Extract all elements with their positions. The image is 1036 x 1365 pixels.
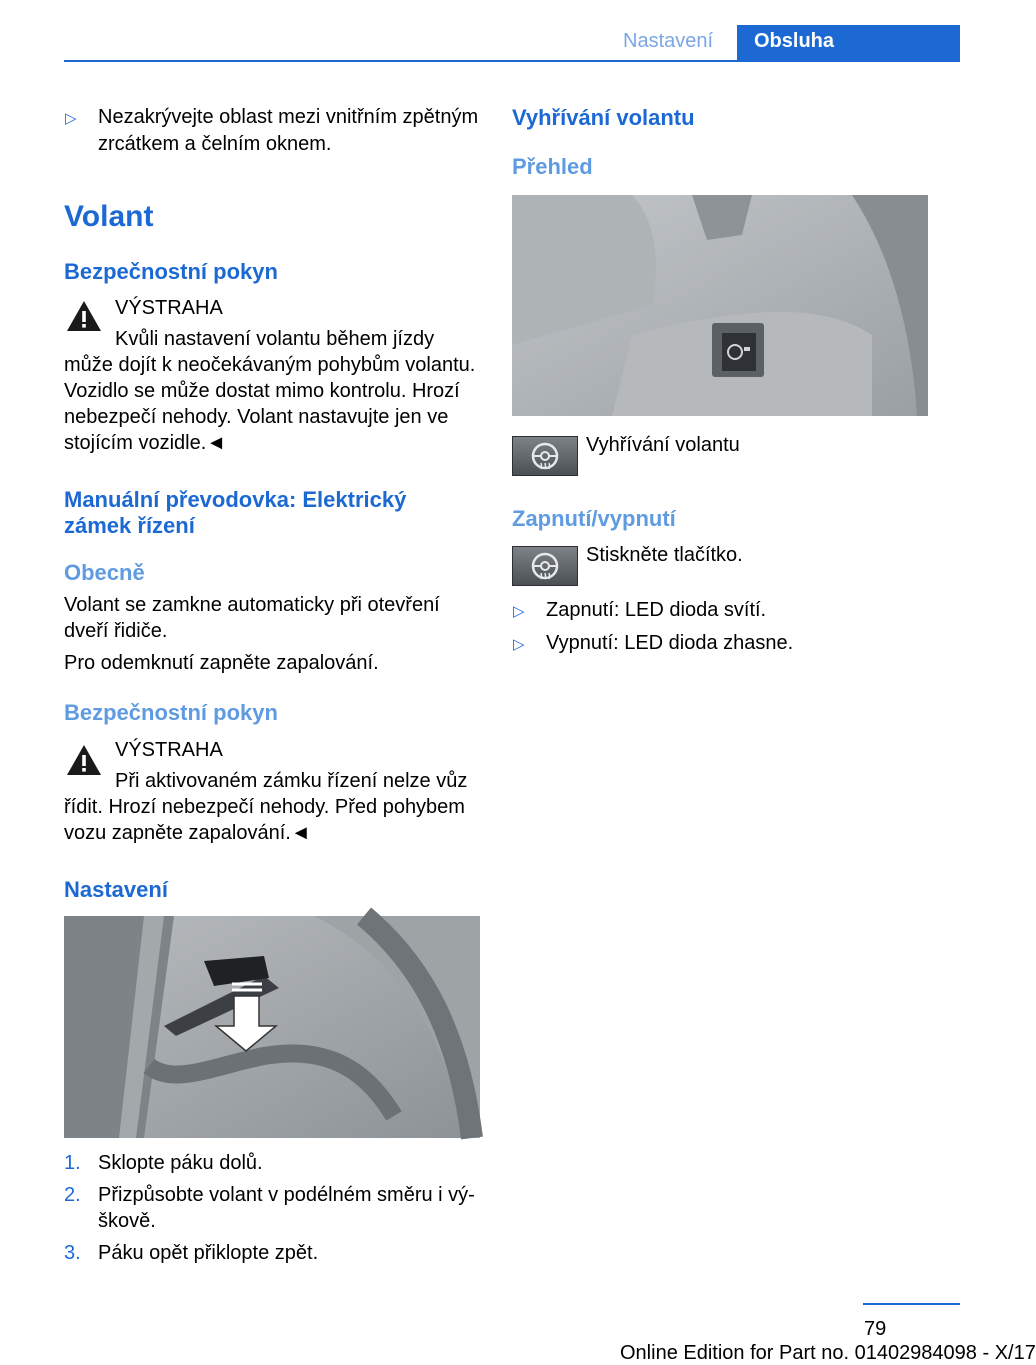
warning-text-line: Při aktivovaném zámku řízení nelze vůz (115, 770, 468, 792)
header-rule (64, 60, 960, 62)
bullet-icon: ▷ (65, 110, 77, 127)
steering-heating-button-icon (512, 546, 578, 586)
icon-caption: Vyhřívání volantu (586, 434, 740, 456)
bullet-text-cont: zrcátkem a čelním oknem. (98, 133, 332, 155)
warning-icon (64, 742, 104, 778)
warning-icon (64, 298, 104, 334)
overview-heading: Přehled (512, 154, 593, 179)
bullet-text: Vypnutí: LED dioda zhasne. (546, 632, 794, 654)
bullet-text: Nezakrývejte oblast mezi vnitřním zpětným (98, 106, 479, 128)
adjust-heading: Nastavení (64, 877, 168, 902)
press-button-text: Stiskněte tlačítko. (586, 544, 743, 566)
header-tab-operation[interactable]: Obsluha (737, 25, 960, 61)
on-off-heading: Zapnutí/vypnutí (512, 506, 676, 531)
warning-text-line: stojícím vozidle.◄ (64, 432, 227, 454)
steering-lever-photo (64, 916, 480, 1138)
warning-text-line: vozu zapněte zapalování.◄ (64, 822, 311, 844)
warning-text-line: řídit. Hrozí nebezpečí nehody. Před pohybem (64, 796, 465, 818)
step-number: 2. (64, 1184, 81, 1206)
warning-label: VÝSTRAHA (115, 739, 223, 761)
safety-heading-2: Bezpečnostní pokyn (64, 700, 278, 725)
step-number: 3. (64, 1242, 81, 1264)
header-tab-settings[interactable]: Nastavení (623, 30, 714, 52)
page-number: 79 (864, 1318, 887, 1340)
bullet-icon: ▷ (513, 636, 525, 653)
safety-heading: Bezpečnostní pokyn (64, 259, 278, 284)
bullet-icon: ▷ (513, 603, 525, 620)
heated-steering-wheel-icon (513, 547, 577, 585)
step-text: Páku opět přiklopte zpět. (98, 1242, 319, 1264)
warning-label: VÝSTRAHA (115, 297, 223, 319)
step-number: 1. (64, 1152, 81, 1174)
general-text-line: Pro odemknutí zapněte zapalování. (64, 652, 379, 674)
general-text-line: Volant se zamkne automaticky při otevření (64, 594, 440, 616)
steering-heating-button-icon (512, 436, 578, 476)
bullet-text: Zapnutí: LED dioda svítí. (546, 599, 767, 621)
general-heading: Obecně (64, 560, 145, 585)
manual-transmission-heading: Manuální převodovka: Elektrický (64, 487, 407, 512)
steering-column-photo (512, 195, 928, 416)
step-text-cont: škově. (98, 1210, 156, 1232)
step-text: Sklopte páku dolů. (98, 1152, 263, 1174)
warning-text-line: Vozidlo se může dostat mimo kontrolu. Hrozí (64, 380, 460, 402)
warning-text-line: může dojít k neočekávaným pohybům volantu. (64, 354, 476, 376)
warning-text-line: nebezpečí nehody. Volant nastavujte jen ve (64, 406, 449, 428)
general-text-line: dveří řidiče. (64, 620, 168, 642)
warning-text-line: Kvůli nastavení volantu během jízdy (115, 328, 435, 350)
section-title-volant: Volant (64, 200, 154, 233)
heated-steering-wheel-icon (513, 437, 577, 475)
footer-rule (863, 1303, 960, 1305)
manual-transmission-heading-cont: zámek řízení (64, 513, 195, 538)
step-text: Přizpůsobte volant v podélném směru i vý‐ (98, 1184, 475, 1206)
edition-footer: Online Edition for Part no. 01402984098 - X/17 (620, 1342, 1036, 1364)
heated-steering-heading: Vyhřívání volantu (512, 105, 695, 130)
